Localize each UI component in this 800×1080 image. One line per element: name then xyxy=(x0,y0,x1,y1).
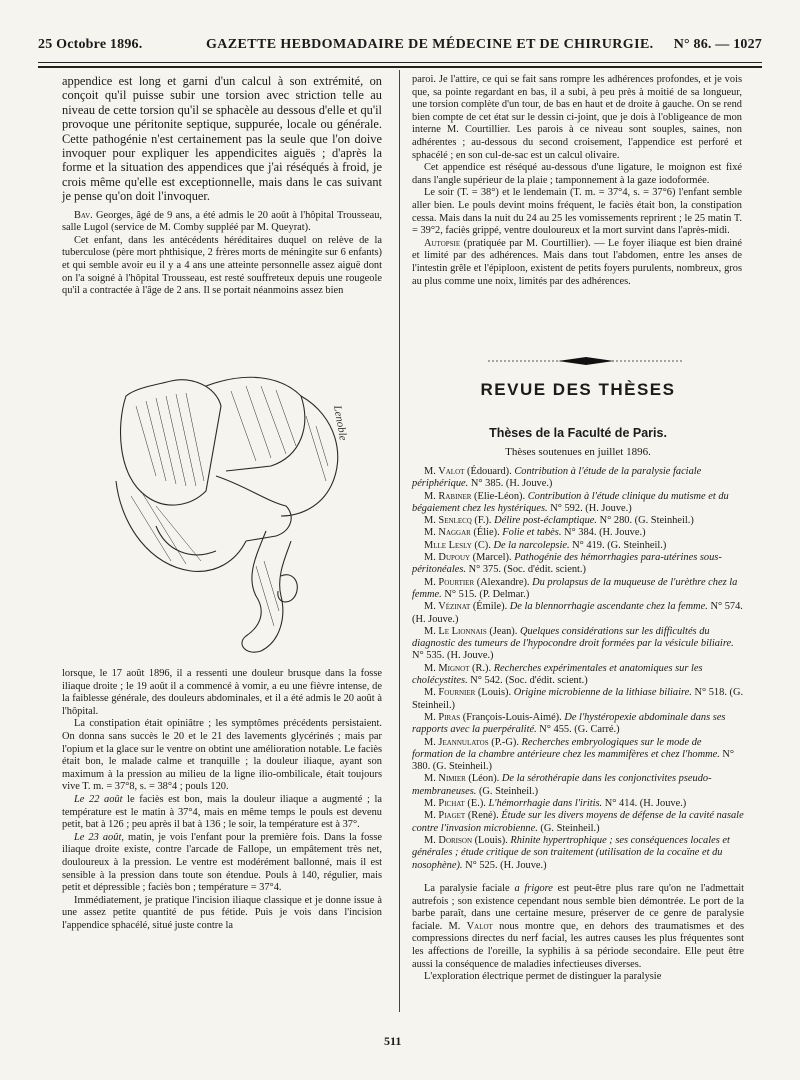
thesis-author: M. Pourtier xyxy=(424,576,475,588)
issue-number-page: N° 86. — 1027 xyxy=(673,37,762,52)
thesis-publisher: (G. Steinheil.) xyxy=(476,785,539,797)
thesis-author: M. Valot xyxy=(424,466,465,477)
thesis-author-detail: (Alexandre). xyxy=(474,576,533,588)
thesis-entry xyxy=(412,773,744,798)
thesis-entry xyxy=(412,798,744,810)
thesis-entry xyxy=(412,515,744,527)
autopsy xyxy=(412,238,742,288)
operation-findings: paroi. Je l'attire, ce qui se fait sans rompre les adhérences profondes, et je vois que, sa pointe regardant en bas, il a subi, à peu près à moitié de sa longueur, une torsion complète d'un tour, de bas en haut et de droite à gauche. On se rend bien compte de cet état sur le dessin ci-joint, que je dois à l'obligeance de mon interne M. Courtillier. Les parois à ce niveau sont souples, saines, non adhérentes ; au-dessous du second croisement, l'appendice est perforé et sphacélé ; en son cul-de-sac est un calcul olivaire. xyxy=(412,74,742,161)
thesis-publisher: N° 542. (Soc. d'édit. scient.) xyxy=(467,675,588,687)
thesis-entry xyxy=(412,687,744,712)
thesis-author-detail: (C). xyxy=(471,539,494,551)
thesis-author-detail: (E.). xyxy=(464,798,489,810)
thesis-title: De la blennorrhagie ascendante chez la femme. xyxy=(509,601,708,613)
section-subtitle: Thèses de la Faculté de Paris. xyxy=(489,426,667,440)
thesis-author-detail: (Louis). xyxy=(472,834,511,846)
thesis-author-detail: (Édouard). xyxy=(464,466,515,477)
thesis-title: Délire post-éclamptique. xyxy=(494,515,598,527)
thesis-publisher: N° 384. (H. Jouve.) xyxy=(561,527,646,539)
thesis-title: Rhinite hypertrophique ; ses conséquences locales et générales ; étude critique de son traitement (utilisation de la cocaïne et du nosophène). xyxy=(412,834,730,871)
thesis-author: M. Piaget xyxy=(424,810,466,822)
case-onset: lorsque, le 17 août 1896, il a ressenti une douleur brusque dans la fosse iliaque droite ; le 19 août il a commencé à vomir, a eu une fièvre intense, de la faiblesse générale, des douleurs abdominales, et il a été admis le 20 août à l'hôpital. xyxy=(62,668,382,717)
review-author: Valot xyxy=(466,920,493,932)
thesis-title: Quelques considérations sur les difficultés du diagnostic des tumeurs de l'hypocondre droit formées par la vésicule biliaire. xyxy=(412,625,734,650)
thesis-author: M. Fournier xyxy=(424,687,476,699)
right-column-bottom xyxy=(412,883,744,984)
thesis-title: De l'hystéropexie abdominale dans ses rapports avec la puerpéralité. xyxy=(412,711,726,736)
thesis-entry xyxy=(412,577,744,602)
case-intro xyxy=(62,210,382,235)
issue-date: 25 Octobre 1896. xyxy=(38,37,143,52)
review-text-a: La paralysie faciale xyxy=(424,883,515,894)
section-title: REVUE DES THÈSES xyxy=(480,380,676,399)
thesis-author: M. Le Lionnais xyxy=(424,625,487,637)
autopsy-text: (pratiquée par M. Courtillier). — Le foyer iliaque est bien drainé et limité par des adhérences. Mais dans tout l'abdomen, entre les anses de l'intestin grêle et l'épiploon, existent de petits foyers purulents, nombreux, gros au plus comme une noix, limités par des adhérences. xyxy=(412,237,742,287)
autopsy-label: Autopsie xyxy=(424,237,461,249)
case-progress: La constipation était opiniâtre ; les symptômes précédents persistaient. On donna sans succès le 20 et le 21 des lavements glycérinés ; mais par l'opium et la glace sur le ventre on obtint une amélioration notable. Le faciès était bon, le malade calme et tranquille ; la douleur iliaque, ayant son maximum à la pression au milieu de la ligne ilio-ombilicale, était toujours vive T. m. = 37°8, s. = 38°4 ; pouls 120. xyxy=(62,718,382,793)
running-header xyxy=(38,33,762,57)
left-column-bottom xyxy=(62,668,382,932)
thesis-title: Du prolapsus de la muqueuse de l'urèthre chez la femme. xyxy=(412,576,738,600)
thesis-author-detail: (Elie-Léon). xyxy=(471,490,528,502)
review-text-c: nous montre que, en dehors des traumatismes et des compressions directes du nerf facial, les autres causes les plus fréquentes sont les affections de l'oreille, la syphilis à sa période secondaire. Elle peut être aussi la conséquence de maladies infectieuses diverses. xyxy=(412,920,745,970)
column-divider xyxy=(399,70,400,1012)
thesis-publisher: N° 419. (G. Steinheil.) xyxy=(569,539,667,551)
thesis-publisher: N° 535. (H. Jouve.) xyxy=(412,650,494,662)
thesis-entry xyxy=(412,626,744,663)
review-em: a frigore xyxy=(514,883,553,894)
case-23-aout xyxy=(62,832,382,895)
review-text-b: est peut-être plus rare qu'on ne l'admettait autrefois ; son existence cependant nous semble bien démontrée. Le port de la barbe paraît, dans une certaine mesure, préserver de ce genre de paralysie faciale. M. xyxy=(412,883,744,932)
thesis-entry xyxy=(412,466,744,491)
thesis-author: M. Senlecq xyxy=(424,515,472,527)
right-column-top xyxy=(412,74,742,288)
thesis-author-detail: (Jean). xyxy=(486,625,520,637)
case-operation: Immédiatement, je pratique l'incision iliaque classique et je donne issue à une assez petite quantité de pus fétide. Puis je vois dans l'incision l'appendice sphacélé, situé juste contre la xyxy=(62,894,382,931)
thesis-title: Origine microbienne de la lithiase biliaire. xyxy=(513,687,692,699)
review-paragraph xyxy=(412,883,744,971)
thesis-author-detail: (R.). xyxy=(469,662,494,674)
thesis-publisher: N° 592. (H. Jouve.) xyxy=(547,502,632,514)
thesis-publisher: N° 380. (G. Steinheil.) xyxy=(412,748,735,773)
thesis-author: M. Dorison xyxy=(424,834,472,846)
thesis-publisher: N° 525. (H. Jouve.) xyxy=(462,859,547,871)
patient-name: Bav. xyxy=(74,209,93,221)
thesis-entry xyxy=(412,712,744,737)
thesis-author: M. Mignot xyxy=(424,662,470,674)
theses-list xyxy=(412,466,744,872)
date-23-aout: Le 23 août, xyxy=(74,831,124,843)
thesis-author-detail: (P.-G). xyxy=(488,736,522,748)
thesis-author: M. Pichat xyxy=(424,798,465,810)
thesis-author-detail: (François-Louis-Aimé). xyxy=(460,711,565,723)
thesis-author: M. Dupouy xyxy=(424,552,471,564)
thesis-entry xyxy=(412,835,744,872)
thesis-title: Étude sur les divers moyens de défense de la cavité nasale contre l'invasion microbienne. xyxy=(412,810,744,834)
thesis-author: M. Piras xyxy=(424,711,461,723)
thesis-publisher: N° 414. (H. Jouve.) xyxy=(602,798,687,810)
thesis-author-detail: (F.). xyxy=(471,515,495,527)
thesis-title: Contribution à l'étude clinique du mutisme et du bégaiement chez les hystériques. xyxy=(412,490,729,514)
thesis-author: M. Nimier xyxy=(424,773,466,785)
date-22-aout: Le 22 août xyxy=(74,793,123,805)
thesis-entry xyxy=(412,810,744,835)
thesis-publisher: N° 455. (G. Carré.) xyxy=(536,724,620,736)
thesis-publisher: N° 574. (H. Jouve.) xyxy=(412,601,743,625)
paragraph-pathogenie: appendice est long et garni d'un calcul à son extrémité, on conçoit qu'il puisse subir une torsion avec striction telle au niveau de cette torsion qu'il se sphacèle au dessous d'elle et qu'il provoque une péritonite septique, suppurée, locale ou générale. Cette pathogénie n'est certainement pas la seule que l'on doive invoquer pour expliquer les appendicites aiguës ; d'après la forme et la situation des appendices que j'ai réséqués à froid, je crois même qu'elle est exceptionnelle, mais dans le cas suivant je pense qu'on doit l'invoquer. xyxy=(62,74,382,204)
illustrator-signature: Lenoble xyxy=(331,404,350,442)
header-rule-thick xyxy=(38,66,762,68)
case-23-aout-text: matin, je vois l'enfant pour la première fois. Dans la fosse iliaque droite existe, contre l'arcade de Fallope, un empâtement très net, douloureux à la pression. Le ventre est modérément ballonné, mais il est sensible à la pression dans toute son étendue. Pouls à 140, régulier, mais petit et dépressible ; faciès bon ; température = 37°4. xyxy=(62,831,382,894)
thesis-publisher: (G. Steinheil.) xyxy=(537,822,600,834)
thesis-entry xyxy=(412,663,744,688)
appendix-shape xyxy=(242,531,291,652)
case-22-aout xyxy=(62,794,382,832)
thesis-entry xyxy=(412,737,744,774)
thesis-title: De la sérothérapie dans les conjonctivites pseudo-membraneuses. xyxy=(412,773,712,797)
case-history: Cet enfant, dans les antécédents héréditaires duquel on relève de la tuberculose (père mort phthisique, 2 frères morts de méningite sur 6 enfants) et qui semble avoir eu il y a 4 ans une atteinte personnelle assez aiguë dont on l'a soigné à l'hôpital Trousseau, est resté souffreteux depuis une rougeole qu'il a contractée à l'âge de 2 ans. Il se portait néanmoins assez bien xyxy=(62,234,382,297)
thesis-publisher: N° 385. (H. Jouve.) xyxy=(468,478,553,490)
thesis-entry xyxy=(412,527,744,539)
resection: Cet appendice est réséqué au-dessous d'une ligature, le moignon est fixé dans l'angle supérieur de la plaie ; tamponnement à la gaze iodoformée. xyxy=(412,162,742,186)
thesis-author: Mlle Lesly xyxy=(424,539,472,551)
appendix-torsion-illustration xyxy=(96,366,364,666)
section-ornament xyxy=(488,356,684,366)
thesis-author-detail: (Louis). xyxy=(475,687,514,699)
page-folio: 511 xyxy=(384,1034,402,1048)
thesis-author-detail: (Élie). xyxy=(470,527,503,539)
thesis-author-detail: (René). xyxy=(465,810,502,822)
header-rule-thin xyxy=(38,62,762,63)
thesis-title: Pathogénie des hémorrhagies para-utérines sous-péritonéales. xyxy=(412,552,722,576)
section-date-line: Thèses soutenues en juillet 1896. xyxy=(505,446,651,458)
thesis-publisher: N° 375. (Soc. d'édit. scient.) xyxy=(465,564,586,576)
thesis-author-detail: (Émile). xyxy=(470,601,510,613)
thesis-title: L'hémorrhagie dans l'iritis. xyxy=(488,798,603,810)
postoperative-course: Le soir (T. = 38°) et le lendemain (T. m. = 37°4, s. = 37°6) l'enfant semble aller bien. Le pouls devint moins fréquent, le faciès était bon, la constipation cessa. Mais dans la nuit du 24 au 25 les vomissements reprirent ; le 25 matin T. = 39°2, faciès grippé, ventre douloureux et la mort survint dans l'après-midi. xyxy=(412,187,742,237)
thesis-entry xyxy=(412,491,744,516)
left-column-top xyxy=(62,74,382,298)
intestine-outline xyxy=(121,380,221,505)
thesis-title: Folie et tabès. xyxy=(502,527,562,539)
thesis-entry xyxy=(412,601,744,626)
thesis-title: Contribution à l'étude de la paralysie faciale périphérique. xyxy=(412,466,702,490)
thesis-publisher: N° 280. (G. Steinheil.) xyxy=(597,515,694,527)
thesis-author: M. Rabiner xyxy=(424,490,472,502)
thesis-publisher: N° 515. (P. Delmar.) xyxy=(441,588,530,600)
thesis-author: M. Vézinat xyxy=(424,601,471,613)
thesis-entry xyxy=(412,540,744,552)
thesis-publisher: N° 518. (G. Steinheil.) xyxy=(412,687,744,711)
thesis-author-detail: (Marcel). xyxy=(470,552,515,564)
thesis-author-detail: (Léon). xyxy=(465,773,502,785)
journal-title: GAZETTE HEBDOMADAIRE DE MÉDECINE ET DE CHIRURGIE. xyxy=(206,37,654,52)
thesis-author: M. Naggar xyxy=(424,527,471,539)
case-22-aout-text: le faciès est bon, mais la douleur iliaque a augmenté ; la température est le matin à 37°4, mais en même temps le pouls est devenu petit, bat à 126 ; peu après il bat à 136 ; le soir, la température est à 37°. xyxy=(62,793,382,831)
thesis-title: De la narcolepsie. xyxy=(493,539,570,551)
thesis-title: Recherches embryologiques sur le mode de formation de la chambre antérieure chez les mammifères et chez l'homme. xyxy=(412,736,720,760)
thesis-title: Recherches expérimentales et anatomiques sur les cholécystites. xyxy=(412,662,703,687)
thesis-author: M. Jeannulatos xyxy=(424,736,489,748)
case-intro-text: Georges, âgé de 9 ans, a été admis le 20 août à l'hôpital Trousseau, salle Lugol (service de M. Comby suppléé par M. Queyrat). xyxy=(62,209,382,234)
review-paragraph-2: L'exploration électrique permet de distinguer la paralysie xyxy=(424,971,662,983)
thesis-entry xyxy=(412,552,744,577)
